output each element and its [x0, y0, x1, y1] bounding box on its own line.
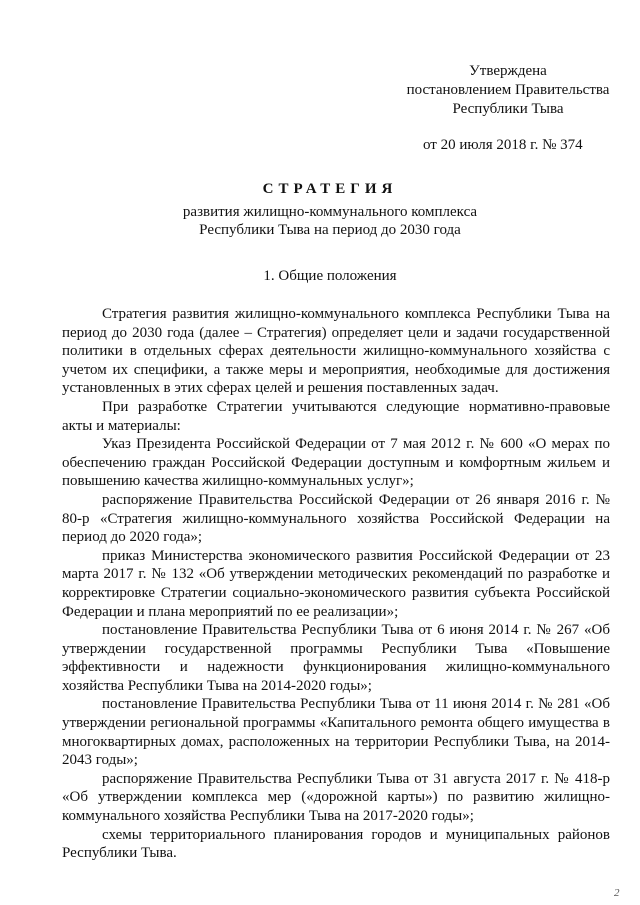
approval-line-3: Республики Тыва	[452, 101, 564, 117]
page-number: 2	[614, 887, 620, 899]
approval-block	[403, 62, 613, 155]
paragraph: При разработке Стратегии учитываются следующие нормативно-правовые акты и материалы:	[62, 398, 610, 434]
approval-line-2: постановлением Правительства	[406, 82, 610, 98]
paragraph: распоряжение Правительства Республики Тыва от 31 августа 2017 г. № 418-р «Об утверждении комплекса мер («дорожной карты») по развитию жилищно-коммунального хозяйства Республики Тыва на 2017-2020 годы»;	[62, 770, 610, 825]
subtitle-line-2: Республики Тыва на период до 2030 года	[199, 222, 461, 238]
paragraph: распоряжение Правительства Российской Федерации от 26 января 2016 г. № 80-р «Стратегия жилищно-коммунального хозяйства Российской Федерации на период до 2020 года»;	[62, 491, 610, 546]
document-body	[62, 305, 610, 863]
paragraph: Стратегия развития жилищно-коммунального комплекса Республики Тыва на период до 2030 года (далее – Стратегия) определяет цели и задачи государственной политики в отдельных сферах деятельности жилищно-коммунального хозяйства с учетом их специфики, а также меры и мероприятия, необходимые для достижения установленных в этих сферах целей и решения поставленных задач.	[62, 306, 610, 397]
document-title: СТРАТЕГИЯ	[262, 181, 398, 197]
paragraph: постановление Правительства Республики Тыва от 11 июня 2014 г. № 281 «Об утверждении региональной программы «Капитального ремонта общего имущества в многоквартирных домах, расположенных на территории Республики Тыва, на 2014-2043 годы»;	[62, 696, 610, 769]
paragraph: Указ Президента Российской Федерации от 7 мая 2012 г. № 600 «О мерах по обеспечению граждан Российской Федерации доступным и комфортным жильем и повышению качества жилищно-коммунальных услуг»;	[62, 436, 610, 490]
paragraph: приказ Министерства экономического развития Российской Федерации от 23 марта 2017 г. № 132 «Об утверждении методических рекомендаций по разработке и корректировке Стратегии социально-экономического развития субъекта Российской Федерации и плана мероприятий по ее реализации»;	[62, 547, 610, 620]
document-subtitle	[0, 203, 640, 239]
paragraph: схемы территориального планирования городов и муниципальных районов Республики Тыва.	[62, 826, 610, 862]
approval-line-1: Утверждена	[469, 63, 547, 79]
subtitle-line-1: развития жилищно-коммунального комплекса	[182, 204, 478, 220]
paragraph: постановление Правительства Республики Тыва от 6 июня 2014 г. № 267 «Об утверждении государственной программы Республики Тыва «Повышение эффективности и надежности функционирования жилищно-коммунального хозяйства Республики Тыва на 2014-2020 годы»;	[62, 622, 610, 694]
section-heading: 1. Общие положения	[263, 268, 397, 284]
approval-date: от 20 июля 2018 г. № 374	[423, 137, 583, 153]
